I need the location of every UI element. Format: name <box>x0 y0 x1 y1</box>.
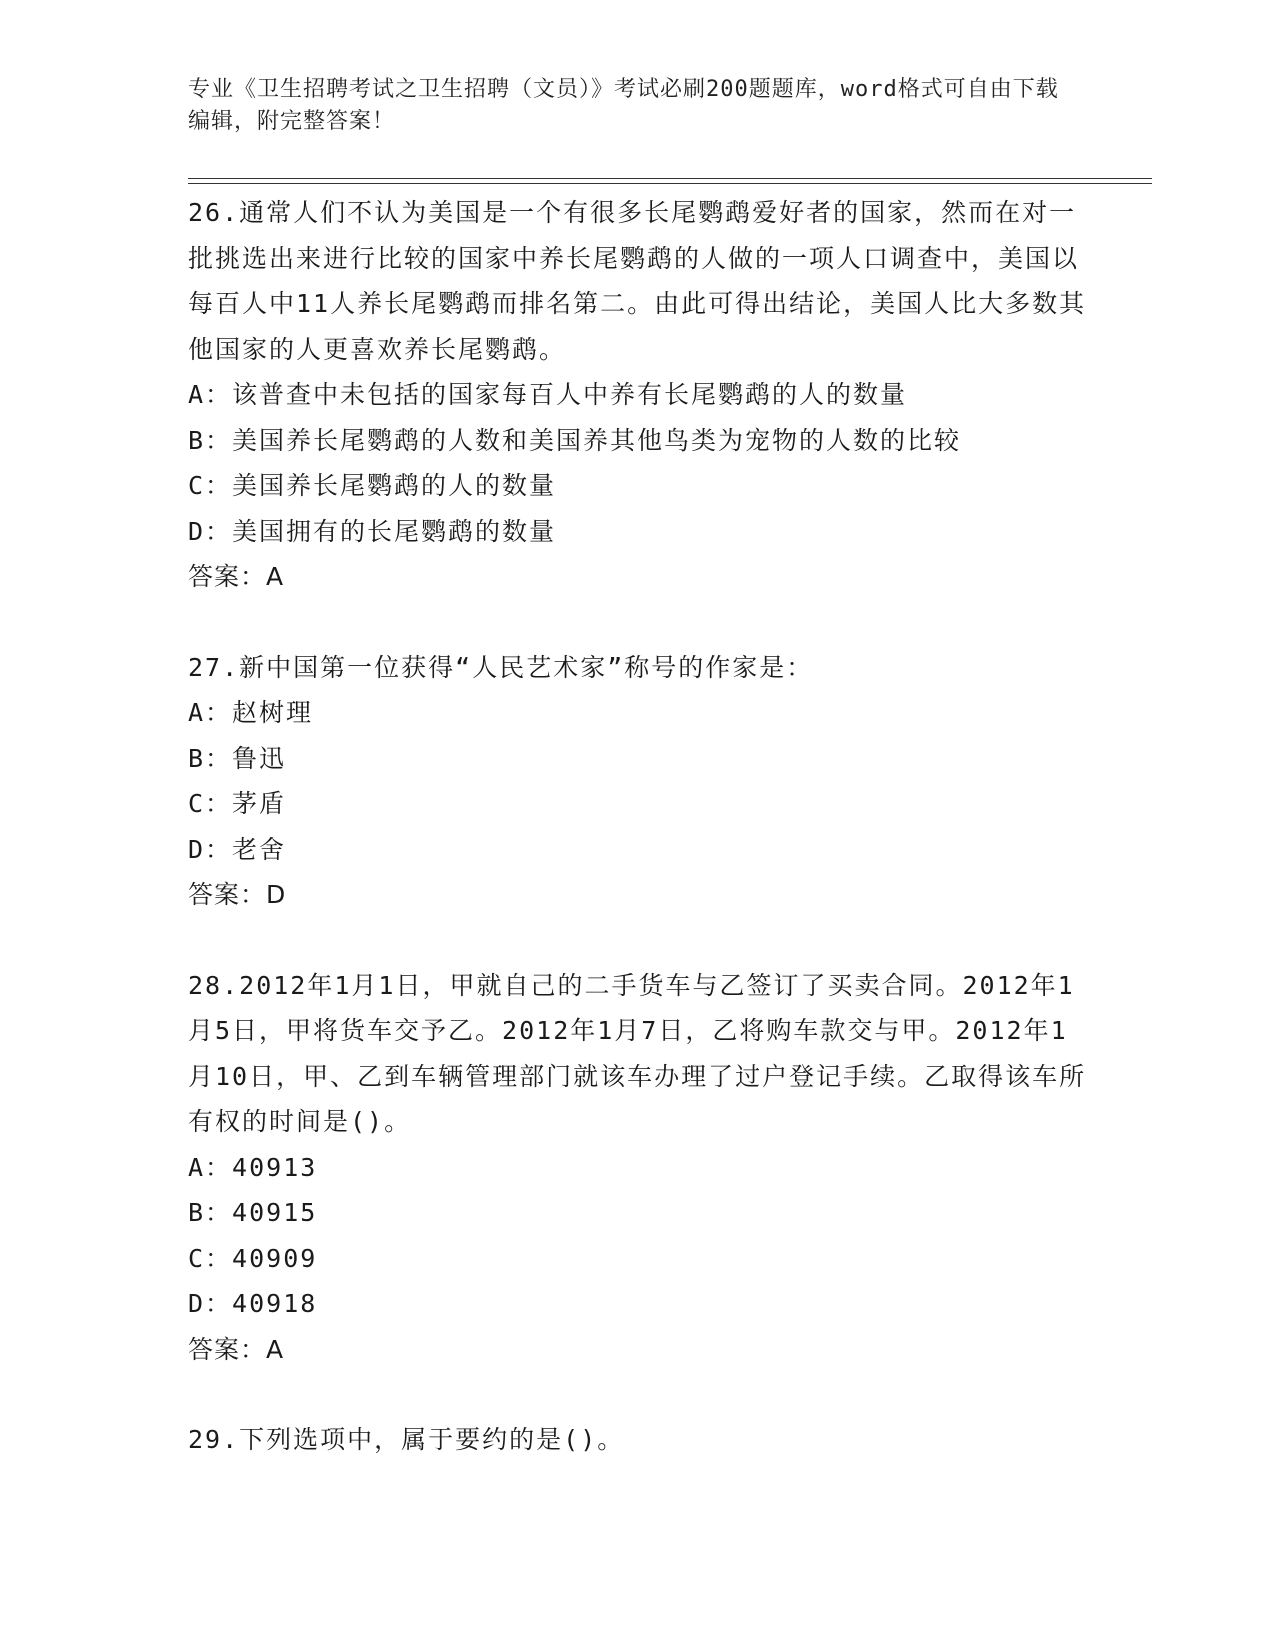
question-26 <box>188 190 1088 600</box>
question-stem: 27.新中国第一位获得“人民艺术家”称号的作家是： <box>188 652 814 682</box>
header-rule-bottom <box>188 183 1152 184</box>
option-c: C：40909 <box>188 1243 318 1273</box>
option-d: D：40918 <box>188 1289 318 1318</box>
option-b: B：40915 <box>188 1198 318 1227</box>
option-d: D：老舍 <box>188 834 287 864</box>
option-a: A：该普查中未包括的国家每百人中养有长尾鹦鹉的人的数量 <box>188 380 908 409</box>
question-list <box>188 190 1088 1463</box>
header-rule-top <box>188 178 1152 179</box>
document-header: 专业《卫生招聘考试之卫生招聘（文员）》考试必刷200题题库，word格式可自由下载编辑，附完整答案！ <box>188 77 1059 134</box>
option-a: A：40913 <box>188 1152 318 1182</box>
answer-line: 答案：D <box>188 880 287 909</box>
option-c: C：美国养长尾鹦鹉的人的数量 <box>188 471 557 500</box>
option-d: D：美国拥有的长尾鹦鹉的数量 <box>188 516 557 546</box>
answer-line: 答案：A <box>188 1334 285 1364</box>
option-b: B：鲁迅 <box>188 743 287 773</box>
question-stem: 29.下列选项中，属于要约的是()。 <box>188 1425 625 1454</box>
option-b: B：美国养长尾鹦鹉的人数和美国养其他鸟类为宠物的人数的比较 <box>188 425 962 455</box>
question-28 <box>188 963 1088 1373</box>
option-c: C：茅盾 <box>188 789 287 818</box>
question-27 <box>188 645 1088 918</box>
question-stem: 28.2012年1月1日，甲就自己的二手货车与乙签订了买卖合同。2012年1月5日，甲将货车交予乙。2012年1月7日，乙将购车款交与甲。2012年1月10日，甲、乙到车辆管理部门就该车办理了过户登记手续。乙取得该车所有权的时间是()。 <box>188 970 1087 1136</box>
option-a: A：赵树理 <box>188 698 314 727</box>
answer-line: 答案：A <box>188 562 285 591</box>
question-stem: 26.通常人们不认为美国是一个有很多长尾鹦鹉爱好者的国家，然而在对一批挑选出来进行比较的国家中养长尾鹦鹉的人做的一项人口调查中，美国以每百人中11人养长尾鹦鹉而排名第二。由此可得出结论，美国人比大多数其他国家的人更喜欢养长尾鹦鹉。 <box>188 198 1087 364</box>
question-29 <box>188 1417 1088 1463</box>
